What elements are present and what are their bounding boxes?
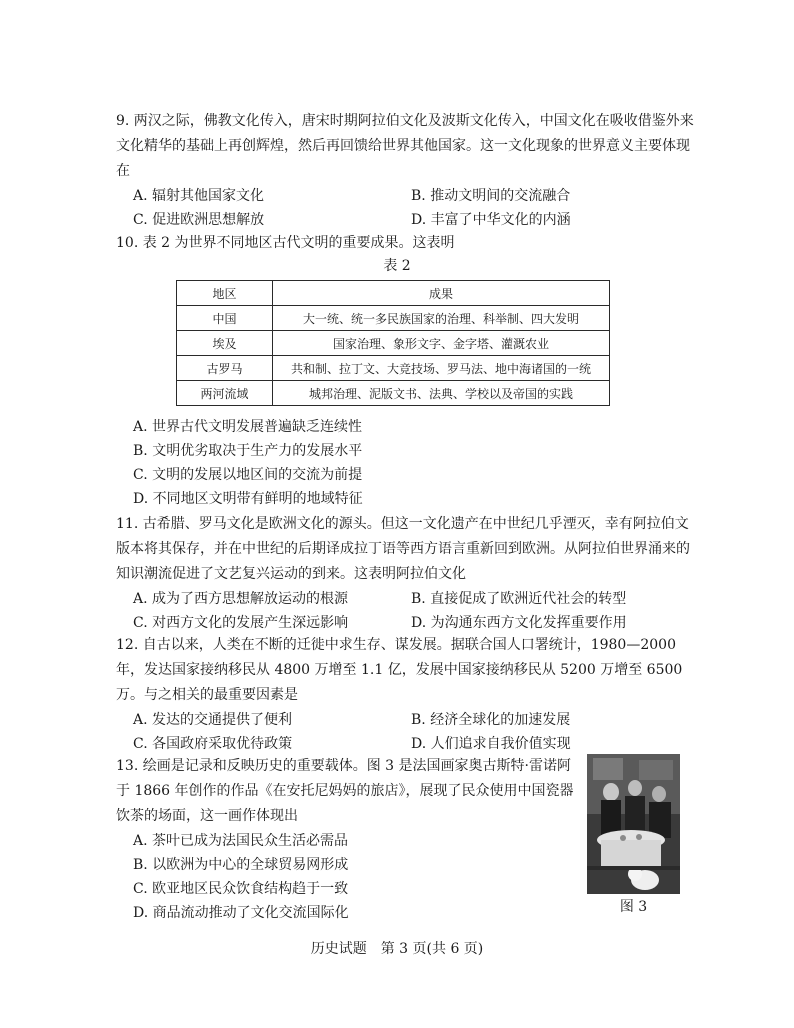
option-b[interactable]: B. 经济全球化的加速发展	[411, 712, 571, 728]
option-b[interactable]: B. 文明优劣取决于生产力的发展水平	[133, 443, 363, 459]
option-a[interactable]: A. 成为了西方思想解放运动的根源	[133, 591, 349, 607]
question-9	[116, 109, 696, 232]
table-cell-region: 中国	[177, 306, 273, 331]
table-cell-region: 埃及	[177, 331, 273, 356]
option-a[interactable]: A. 茶叶已成为法国民众生活必需品	[133, 833, 349, 849]
option-d[interactable]: D. 丰富了中华文化的内涵	[411, 212, 571, 228]
question-12-options-row-2	[116, 732, 696, 756]
option-d[interactable]: D. 不同地区文明带有鲜明的地域特征	[133, 491, 363, 507]
table-cell-achievement: 共和制、拉丁文、大竞技场、罗马法、地中海诸国的一统	[273, 356, 610, 381]
option-d[interactable]: D. 商品流动推动了文化交流国际化	[133, 905, 349, 921]
question-11-stem: 11. 古希腊、罗马文化是欧洲文化的源头。但这一文化遗产在中世纪几乎湮灭，幸有阿拉伯文版本将其保存，并在中世纪的后期译成拉丁语等西方语言重新回到欧洲。从阿拉伯世界涌来的知识潮流促进了文艺复兴运动的到来。这表明阿拉伯文化	[116, 516, 690, 582]
question-12-options-row-1	[116, 708, 696, 732]
table-row	[177, 331, 610, 356]
table-header-region: 地区	[177, 281, 273, 306]
option-b[interactable]: B. 推动文明间的交流融合	[411, 188, 571, 204]
question-12	[116, 633, 696, 756]
option-b[interactable]: B. 直接促成了欧洲近代社会的转型	[411, 591, 627, 607]
table-2-title: 表 2	[383, 258, 411, 274]
question-9-stem: 9. 两汉之际，佛教文化传入，唐宋时期阿拉伯文化及波斯文化传入，中国文化在吸收借鉴外来文化精华的基础上再创辉煌，然后再回馈给世界其他国家。这一文化现象的世界意义主要体现在	[116, 113, 694, 179]
table-row	[177, 356, 610, 381]
option-c[interactable]: C. 各国政府采取优待政策	[133, 736, 293, 752]
table-header-achievement: 成果	[273, 281, 610, 306]
question-10-stem: 10. 表 2 为世界不同地区古代文明的重要成果。这表明	[116, 235, 455, 251]
page-footer: 历史试题 第 3 页(共 6 页)	[310, 941, 484, 957]
table-cell-region: 两河流域	[177, 381, 273, 406]
table-row	[177, 306, 610, 331]
option-a[interactable]: A. 辐射其他国家文化	[133, 188, 265, 204]
figure-3-painting-image	[587, 754, 680, 894]
table-cell-achievement: 城邦治理、泥版文书、法典、学校以及帝国的实践	[273, 381, 610, 406]
question-11	[116, 512, 696, 635]
table-cell-achievement: 国家治理、象形文字、金字塔、灌溉农业	[273, 331, 610, 356]
table-cell-region: 古罗马	[177, 356, 273, 381]
question-13-options	[116, 829, 578, 925]
option-c[interactable]: C. 促进欧洲思想解放	[133, 212, 265, 228]
question-10-stem-block	[116, 231, 696, 256]
option-a[interactable]: A. 发达的交通提供了便利	[133, 712, 293, 728]
table-header-row	[177, 281, 610, 306]
option-a[interactable]: A. 世界古代文明发展普遍缺乏连续性	[133, 419, 363, 435]
option-d[interactable]: D. 人们追求自我价值实现	[411, 736, 571, 752]
option-b[interactable]: B. 以欧洲为中心的全球贸易网形成	[133, 857, 349, 873]
question-13-stem: 13. 绘画是记录和反映历史的重要载体。图 3 是法国画家奥古斯特·雷诺阿于 1866 年创作的作品《在安托尼妈妈的旅店》，展现了民众使用中国瓷器饮茶的场面，这一画作体现出	[116, 758, 574, 824]
figure-3-caption: 图 3	[619, 899, 648, 915]
option-d[interactable]: D. 为沟通东西方文化发挥重要作用	[411, 615, 627, 631]
question-11-options-row-2	[116, 611, 696, 635]
option-c[interactable]: C. 欧亚地区民众饮食结构趋于一致	[133, 881, 349, 897]
table-row	[177, 381, 610, 406]
table-cell-achievement: 大一统、统一多民族国家的治理、科举制、四大发明	[273, 306, 610, 331]
question-9-options-row-2	[116, 208, 696, 232]
table-2	[176, 280, 610, 406]
question-10-options	[116, 415, 696, 511]
option-c[interactable]: C. 文明的发展以地区间的交流为前提	[133, 467, 363, 483]
question-11-options-row-1	[116, 587, 696, 611]
option-c[interactable]: C. 对西方文化的发展产生深远影响	[133, 615, 349, 631]
question-12-stem: 12. 自古以来，人类在不断的迁徙中求生存、谋发展。据联合国人口署统计，1980—2000 年，发达国家接纳移民从 4800 万增至 1.1 亿，发展中国家接纳移民从 5200 万增至 6500 万。与之相关的最重要因素是	[116, 637, 683, 703]
question-9-options-row-1	[116, 184, 696, 208]
question-13	[116, 754, 578, 925]
